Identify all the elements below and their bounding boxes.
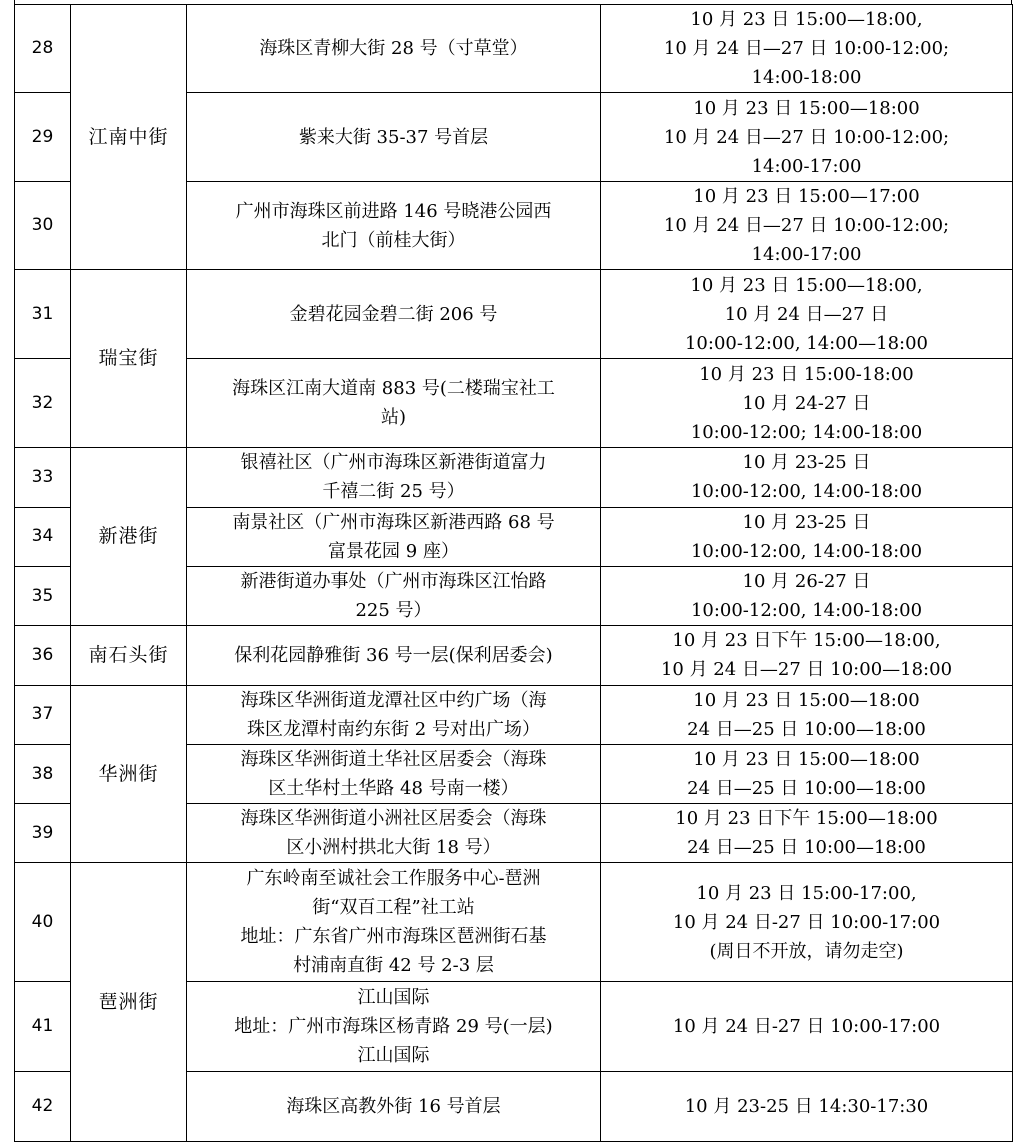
address-line: 江山国际	[357, 986, 430, 1008]
service-hours	[601, 1071, 1013, 1141]
row-number: 32	[15, 358, 71, 447]
hours-line: 10 月 23 日 15:00—18:00,	[690, 274, 923, 296]
site-address	[187, 181, 601, 269]
address-line: 海珠区华洲街道龙潭社区中约广场（海	[240, 689, 547, 711]
address-line: 村浦南直街 42 号 2-3 层	[293, 955, 494, 977]
address-line: 千禧二街 25 号）	[322, 481, 465, 503]
table-row	[15, 863, 1013, 982]
address-line: 新港街道办事处（广州市海珠区江怡路	[240, 571, 547, 593]
hours-line: 14:00-17:00	[751, 155, 862, 177]
site-address	[187, 626, 601, 685]
row-number: 29	[15, 93, 71, 181]
site-address	[187, 1071, 601, 1141]
service-hours	[601, 181, 1013, 269]
hours-line: 10:00-12:00, 14:00-18:00	[690, 600, 923, 622]
site-address	[187, 358, 601, 447]
address-line: 站)	[380, 407, 407, 429]
hours-line: 10 月 23 日 15:00—18:00	[693, 689, 920, 711]
row-number: 41	[15, 982, 71, 1071]
site-address	[187, 93, 601, 181]
hours-line: 10 月 24 日—27 日 10:00-12:00;	[663, 38, 950, 60]
row-number: 35	[15, 566, 71, 625]
hours-line: 10 月 24 日—27 日	[724, 303, 889, 325]
service-hours	[601, 863, 1013, 982]
address-line: 北门（前桂大街）	[321, 229, 466, 251]
address-line: 区土华村土华路 48 号南一楼）	[268, 778, 519, 799]
service-hours	[601, 744, 1013, 803]
address-line: 地址：广东省广州市海珠区琶洲街石基	[240, 926, 547, 948]
hours-line: 10 月 23-25 日 14:30-17:30	[684, 1095, 929, 1117]
street-name-pazhou: 琶洲街	[71, 863, 187, 1142]
address-line: 金碧花园金碧二街 206 号	[289, 303, 498, 325]
hours-line: 10 月 24 日—27 日 10:00-12:00;	[663, 215, 950, 237]
site-address	[187, 804, 601, 863]
row-number: 38	[15, 744, 71, 803]
hours-line: 24 日—25 日 10:00—18:00	[687, 778, 926, 799]
hours-line: 10 月 23 日 15:00—17:00	[693, 186, 920, 208]
row-number: 40	[15, 863, 71, 982]
service-hours	[601, 270, 1013, 358]
service-hours	[601, 93, 1013, 181]
hours-line: 10 月 23 日 15:00—18:00	[693, 749, 920, 770]
site-address	[187, 5, 601, 93]
hours-line: 10 月 23 日 15:00—18:00	[693, 97, 920, 119]
address-line: 海珠区青柳大街 28 号（寸草堂）	[259, 38, 528, 60]
row-number: 34	[15, 507, 71, 566]
row-number: 33	[15, 448, 71, 507]
site-address	[187, 566, 601, 625]
row-number: 30	[15, 181, 71, 269]
row-number: 36	[15, 626, 71, 685]
site-address	[187, 507, 601, 566]
hours-line: 10 月 23 日下午 15:00—18:00,	[672, 630, 941, 652]
service-hours	[601, 448, 1013, 507]
address-line: 海珠区华洲街道土华社区居委会（海珠	[240, 749, 547, 770]
testing-sites-table	[14, 4, 1013, 1142]
hours-line: 10 月 23 日下午 15:00—18:00	[675, 808, 938, 830]
row-number: 37	[15, 685, 71, 744]
row-number: 28	[15, 5, 71, 93]
table-row	[15, 685, 1013, 744]
hours-line: 10 月 23 日 15:00-17:00,	[696, 882, 917, 904]
hours-line: 10:00-12:00, 14:00—18:00	[684, 332, 929, 354]
hours-line: 10 月 23 日 15:00—18:00,	[690, 9, 923, 31]
address-line: 海珠区华洲街道小洲社区居委会（海珠	[240, 808, 547, 830]
site-address	[187, 863, 601, 982]
site-address	[187, 744, 601, 803]
hours-line: 10 月 24-27 日	[742, 392, 871, 414]
row-number: 39	[15, 804, 71, 863]
service-hours	[601, 804, 1013, 863]
hours-line: (周日不开放，请勿走空)	[709, 940, 904, 962]
hours-line: 14:00-17:00	[751, 244, 862, 266]
address-line: 海珠区高教外街 16 号首层	[286, 1095, 501, 1117]
hours-line: 10:00-12:00; 14:00-18:00	[690, 421, 923, 443]
address-line: 保利花园静雅街 36 号一层(保利居委会)	[234, 644, 553, 666]
hours-line: 10:00-12:00, 14:00-18:00	[690, 481, 923, 503]
address-line: 地址：广州市海珠区杨青路 29 号(一层)	[234, 1015, 553, 1037]
service-hours	[601, 5, 1013, 93]
address-line: 富景花园 9 座）	[328, 540, 459, 562]
row-number: 42	[15, 1071, 71, 1141]
street-name-huazhou: 华洲街	[71, 685, 187, 863]
table-row	[15, 448, 1013, 507]
street-name-jiangnan: 江南中街	[71, 5, 187, 270]
address-line: 广东岭南至诚社会工作服务中心-琶洲	[246, 868, 541, 890]
hours-line: 10 月 26-27 日	[742, 571, 871, 593]
hours-line: 10:00-12:00, 14:00-18:00	[690, 540, 923, 562]
hours-line: 10 月 24 日—27 日 10:00—18:00	[660, 659, 953, 681]
address-line: 街“双百工程”社工站	[312, 897, 475, 919]
hours-line: 14:00-18:00	[751, 67, 862, 89]
address-line: 银禧社区（广州市海珠区新港街道富力	[240, 452, 547, 474]
hours-line: 10 月 23-25 日	[742, 452, 871, 474]
street-name-ruibao: 瑞宝街	[71, 270, 187, 448]
street-name-nanshitou: 南石头街	[71, 626, 187, 685]
hours-line: 24 日—25 日 10:00—18:00	[687, 837, 926, 859]
hours-line: 10 月 23-25 日	[742, 511, 871, 533]
hours-line: 24 日—25 日 10:00—18:00	[687, 718, 926, 740]
hours-line: 10 月 23 日 15:00-18:00	[699, 363, 914, 385]
address-line: 广州市海珠区前进路 146 号晓港公园西	[235, 200, 552, 222]
table-row	[15, 626, 1013, 685]
address-line: 珠区龙潭村南约东街 2 号对出广场）	[247, 718, 540, 740]
address-line: 紫来大街 35-37 号首层	[298, 126, 489, 148]
address-line: 江山国际	[357, 1044, 430, 1066]
service-hours	[601, 358, 1013, 447]
service-hours	[601, 507, 1013, 566]
site-address	[187, 270, 601, 358]
address-line: 南景社区（广州市海珠区新港西路 68 号	[232, 511, 555, 533]
service-hours	[601, 626, 1013, 685]
address-line: 区小洲村拱北大街 18 号）	[286, 837, 501, 859]
service-hours	[601, 982, 1013, 1071]
street-name-xingang: 新港街	[71, 448, 187, 626]
address-line: 225 号）	[355, 600, 432, 622]
site-address	[187, 982, 601, 1071]
service-hours	[601, 566, 1013, 625]
hours-line: 10 月 24 日-27 日 10:00-17:00	[672, 911, 941, 933]
table-row	[15, 270, 1013, 358]
hours-line: 10 月 24 日-27 日 10:00-17:00	[672, 1015, 941, 1037]
site-address	[187, 685, 601, 744]
address-line: 海珠区江南大道南 883 号(二楼瑞宝社工	[232, 378, 555, 400]
service-hours	[601, 685, 1013, 744]
row-number: 31	[15, 270, 71, 358]
hours-line: 10 月 24 日—27 日 10:00-12:00;	[663, 126, 950, 148]
site-address	[187, 448, 601, 507]
table-row	[15, 5, 1013, 93]
